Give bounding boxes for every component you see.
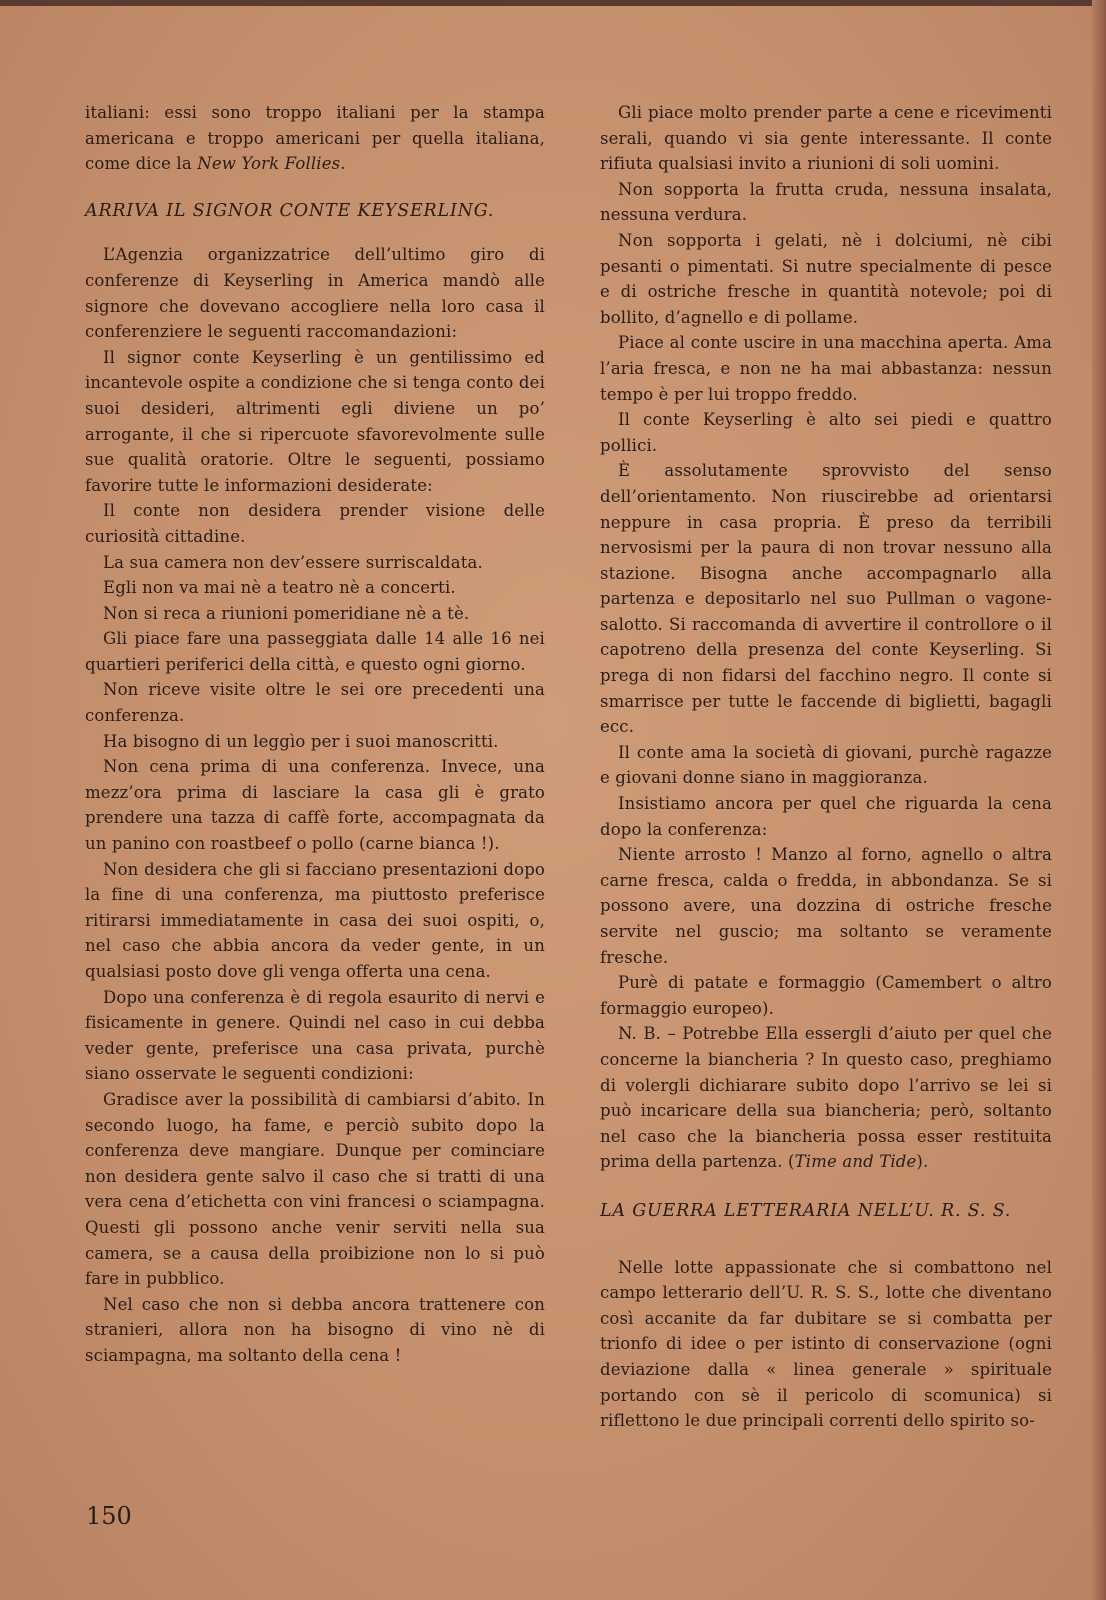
opening-paragraph <box>85 100 545 177</box>
paragraph: L’Agenzia organizzatrice dell’ultimo giro di conferenze di Keyserling in America mandò alle signore che dovevano accogliere nella loro casa il conferenziere le seguenti raccomandazioni: <box>85 245 545 342</box>
paragraph: Il conte ama la società di giovani, purchè ragazze e giovani donne siano in maggioranza. <box>600 742 1052 788</box>
opening-text: italiani: essi sono troppo italiani per la stampa americana e troppo americani per quella italiana, come dice la <box>85 103 545 174</box>
paragraph: Non desidera che gli si facciano presentazioni dopo la fine di una conferenza, ma piuttosto preferisce ritirarsi immediatamente in casa dei suoi ospiti, o, nel caso che abbia ancora da veder gente, in un qualsiasi posto dove gli venga offerta una cena. <box>85 859 545 981</box>
page-top-edge <box>0 0 1106 6</box>
paragraph: Nelle lotte appassionate che si combattono nel campo letterario dell’U. R. S. S., lotte che diventano così accanite da far dubitare se si combatta per trionfo di idee o per istinto di conservazione (ogni deviazione dalla « linea generale » spirituale portando con sè il pericolo di scomunica) si riflettono le due principali correnti dello spirito so- <box>600 1257 1052 1431</box>
paragraph: È assolutamente sprovvisto del senso dell’orientamento. Non riuscirebbe ad orientarsi neppure in casa propria. È preso da terribili nervosismi per la paura di non trovar nessuno alla stazione. Bisogna anche accompagnarlo alla partenza e depositarlo nel suo Pullman o vagone-salotto. Si raccomanda di avvertire il controllore o il capotreno della presenza del conte Keyserling. Si prega di non fidarsi del facchino negro. Il conte si smarrisce per tutte le faccende di biglietti, bagagli ecc. <box>600 461 1052 737</box>
paragraph: Non cena prima di una conferenza. Invece, una mezz’ora prima di lasciare la casa gli è grato prendere una tazza di caffè forte, accompagnata da un panino con roastbeef o pollo (carne bianca !). <box>85 757 545 854</box>
paragraph: La sua camera non dev’essere surriscaldata. <box>103 552 483 572</box>
right-column <box>600 100 1052 1434</box>
paragraph: Niente arrosto ! Manzo al forno, agnello o altra carne fresca, calda o fredda, in abbondanza. Se si possono avere, una dozzina di ostriche fresche servite nel guscio; ma soltanto se veramente fresche. <box>600 845 1052 967</box>
paragraph: Egli non va mai nè a teatro nè a concerti. <box>103 578 456 598</box>
nb-paragraph <box>600 1021 1052 1175</box>
paragraph: Non sopporta la frutta cruda, nessuna insalata, nessuna verdura. <box>600 179 1052 225</box>
paragraph: Gli piace molto prender parte a cene e ricevimenti serali, quando vi sia gente interessante. Il conte rifiuta qualsiasi invito a riunioni di soli uomini. <box>600 103 1052 174</box>
paragraph: Il conte Keyserling è alto sei piedi e quattro pollici. <box>600 410 1052 455</box>
page-number: 150 <box>86 1502 132 1530</box>
source-title: New York Follies <box>197 154 341 174</box>
paragraph: Piace al conte uscire in una macchina aperta. Ama l’aria fresca, e non ne ha mai abbastanza: nessun tempo è per lui troppo freddo. <box>600 333 1052 404</box>
paragraph: Non riceve visite oltre le sei ore precedenti una conferenza. <box>85 680 545 726</box>
paragraph: Gli piace fare una passeggiata dalle 14 alle 16 nei quartieri periferici della città, e questo ogni giorno. <box>85 629 545 674</box>
paragraph: Dopo una conferenza è di regola esaurito di nervi e fisicamente in genere. Quindi nel caso in cui debba veder gente, preferisce una casa privata, purchè siano osservate le seguenti condizioni: <box>85 987 545 1084</box>
paragraph: Ha bisogno di un leggìo per i suoi manoscritti. <box>103 731 499 751</box>
left-column <box>85 100 545 1369</box>
paragraph: Non si reca a riunioni pomeridiane nè a tè. <box>103 603 470 623</box>
page-right-edge <box>1092 0 1106 1600</box>
paragraph: Non sopporta i gelati, nè i dolciumi, nè cibi pesanti o pimentati. Si nutre specialmente di pesce e di ostriche fresche in quantità notevole; poi di bollito, d’agnello e di pollame. <box>600 230 1052 327</box>
paragraph: Il conte non desidera prender visione delle curiosità cittadine. <box>85 501 545 546</box>
nb-text-end: ). <box>916 1152 929 1172</box>
source-title: Time and Tide <box>794 1152 917 1172</box>
opening-text-end: . <box>340 154 346 174</box>
paragraph: Il signor conte Keyserling è un gentilissimo ed incantevole ospite a condizione che si tenga conto dei suoi desideri, altrimenti egli diviene un po’ arrogante, il che si ripercuote sfavorevolmente sulle sue qualità oratorie. Oltre le seguenti, possiamo favorire tutte le informazioni desiderate: <box>85 347 545 495</box>
paragraph: Purè di patate e formaggio (Camembert o altro formaggio europeo). <box>600 973 1052 1018</box>
paragraph: Insistiamo ancora per quel che riguarda la cena dopo la conferenza: <box>600 794 1052 839</box>
nb-text: N. B. – Potrebbe Ella essergli d’aiuto per quel che concerne la biancheria ? In questo caso, preghiamo di volergli dichiarare subito dopo l’arrivo se lei si può incaricare della sua biancheria; però, soltanto nel caso che la biancheria possa esser restituita prima della partenza. ( <box>600 1024 1052 1172</box>
paragraph: Gradisce aver la possibilità di cambiarsi d’abito. In secondo luogo, ha fame, e perciò subito dopo la conferenza deve mangiare. Dunque per cominciare non desidera gente salvo il caso che si tratti di una vera cena d’etichetta con vini francesi o sciampagna. Questi gli possono anche venir serviti nella sua camera, se a causa della proibizione non lo si può fare in pubblico. <box>85 1089 545 1289</box>
paragraph: Nel caso che non si debba ancora trattenere con stranieri, allora non ha bisogno di vino nè di sciampagna, ma soltanto della cena ! <box>85 1294 545 1365</box>
section-heading-keyserling: ARRIVA IL SIGNOR CONTE KEYSERLING. <box>85 200 495 221</box>
section-heading-urss: LA GUERRA LETTERARIA NELL’U. R. S. S. <box>600 1200 1012 1221</box>
